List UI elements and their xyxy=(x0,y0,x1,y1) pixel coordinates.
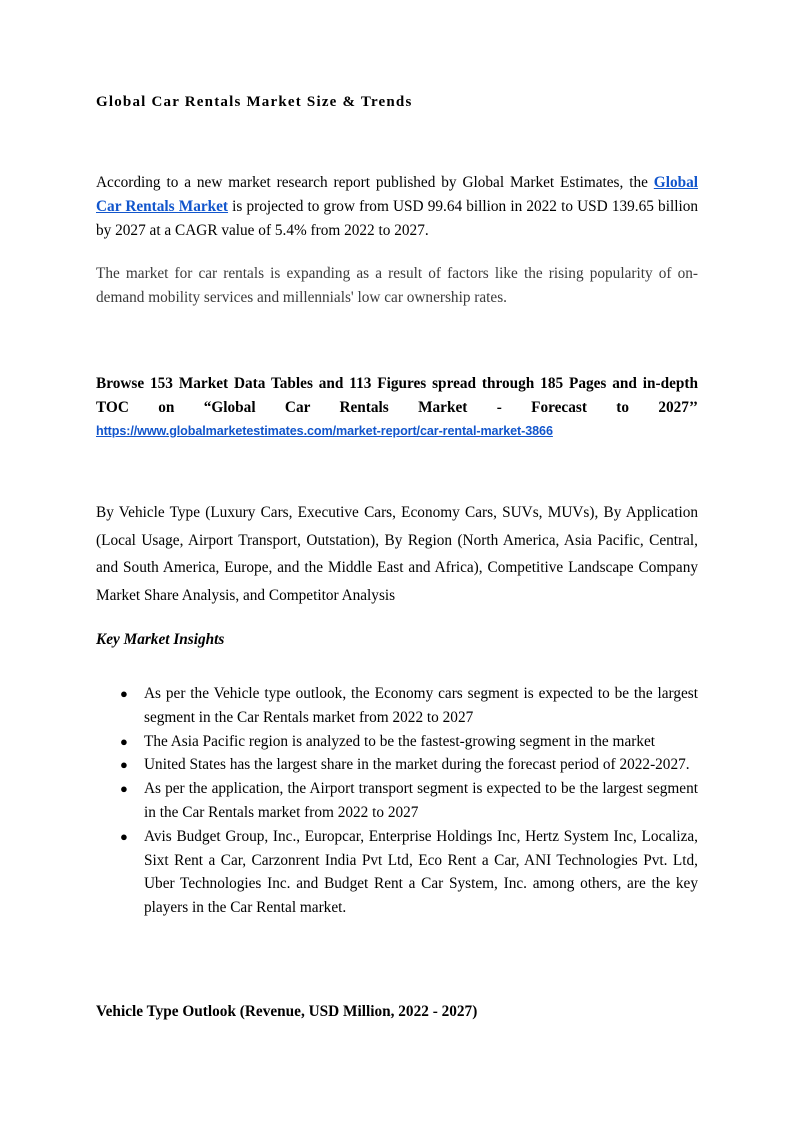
bullet-icon: ● xyxy=(120,757,128,773)
list-item xyxy=(96,682,698,730)
bullet-icon: ● xyxy=(120,781,128,797)
page-title: Global Car Rentals Market Size & Trends xyxy=(96,94,413,110)
list-item-text: United States has the largest share in the market during the forecast period of 2022-2027. xyxy=(144,756,690,774)
global-car-rentals-market-link[interactable]: Global Car Rentals Market xyxy=(96,174,698,215)
intro-paragraph xyxy=(96,171,698,243)
list-item xyxy=(96,777,698,825)
list-item xyxy=(96,825,698,920)
vehicle-type-outlook-heading: Vehicle Type Outlook (Revenue, USD Million, 2022 - 2027) xyxy=(96,1003,478,1020)
intro-text-after-link: is projected to grow from USD 99.64 billion in 2022 to USD 139.65 billion by 2027 at a CAGR value of 5.4% from 2022 to 2027. xyxy=(96,198,698,239)
segmentation-paragraph: By Vehicle Type (Luxury Cars, Executive Cars, Economy Cars, SUVs, MUVs), By Application (Local Usage, Airport Transport, Outstation), By Region (North America, Asia Pacific, Central, and South America, Europe, and the Middle East and Africa), Competitive Landscape Company Market Share Analysis, and Competitor Analysis xyxy=(96,504,698,604)
bullet-icon: ● xyxy=(120,733,128,749)
key-insights-list xyxy=(96,682,698,920)
report-url-link[interactable]: https://www.globalmarketestimates.com/market-report/car-rental-market-3866 xyxy=(96,424,553,438)
list-item-text: The Asia Pacific region is analyzed to be the fastest-growing segment in the market xyxy=(144,732,656,750)
bullet-icon: ● xyxy=(120,686,128,701)
list-item-text: As per the Vehicle type outlook, the Economy cars segment is expected to be the largest segment in the Car Rentals market from 2022 to 2027 xyxy=(144,685,698,726)
key-market-insights-heading: Key Market Insights xyxy=(96,631,225,648)
list-item-text: As per the application, the Airport transport segment is expected to be the largest segment in the Car Rentals market from 2022 to 2027 xyxy=(144,780,698,821)
list-item xyxy=(96,730,698,754)
intro-text-before-link: According to a new market research report published by Global Market Estimates, the xyxy=(96,174,654,191)
list-item-text: Avis Budget Group, Inc., Europcar, Enterprise Holdings Inc, Hertz System Inc, Localiza, Sixt Rent a Car, Carzonrent India Pvt Ltd, Eco Rent a Car, ANI Technologies Pvt. Ltd, Uber Technologies Inc. and Budget Rent a Car System, Inc. among others, are the key players in the Car Rental market. xyxy=(144,827,698,917)
browse-report-text: Browse 153 Market Data Tables and 113 Figures spread through 185 Pages and in-depth TOC on “Global Car Rentals Market - Forecast to 2027’’ xyxy=(96,375,698,416)
list-item xyxy=(96,753,698,777)
market-drivers-paragraph: The market for car rentals is expanding as a result of factors like the rising popularity of on-demand mobility services and millennials' low car ownership rates. xyxy=(96,265,698,306)
bullet-icon: ● xyxy=(120,828,128,844)
